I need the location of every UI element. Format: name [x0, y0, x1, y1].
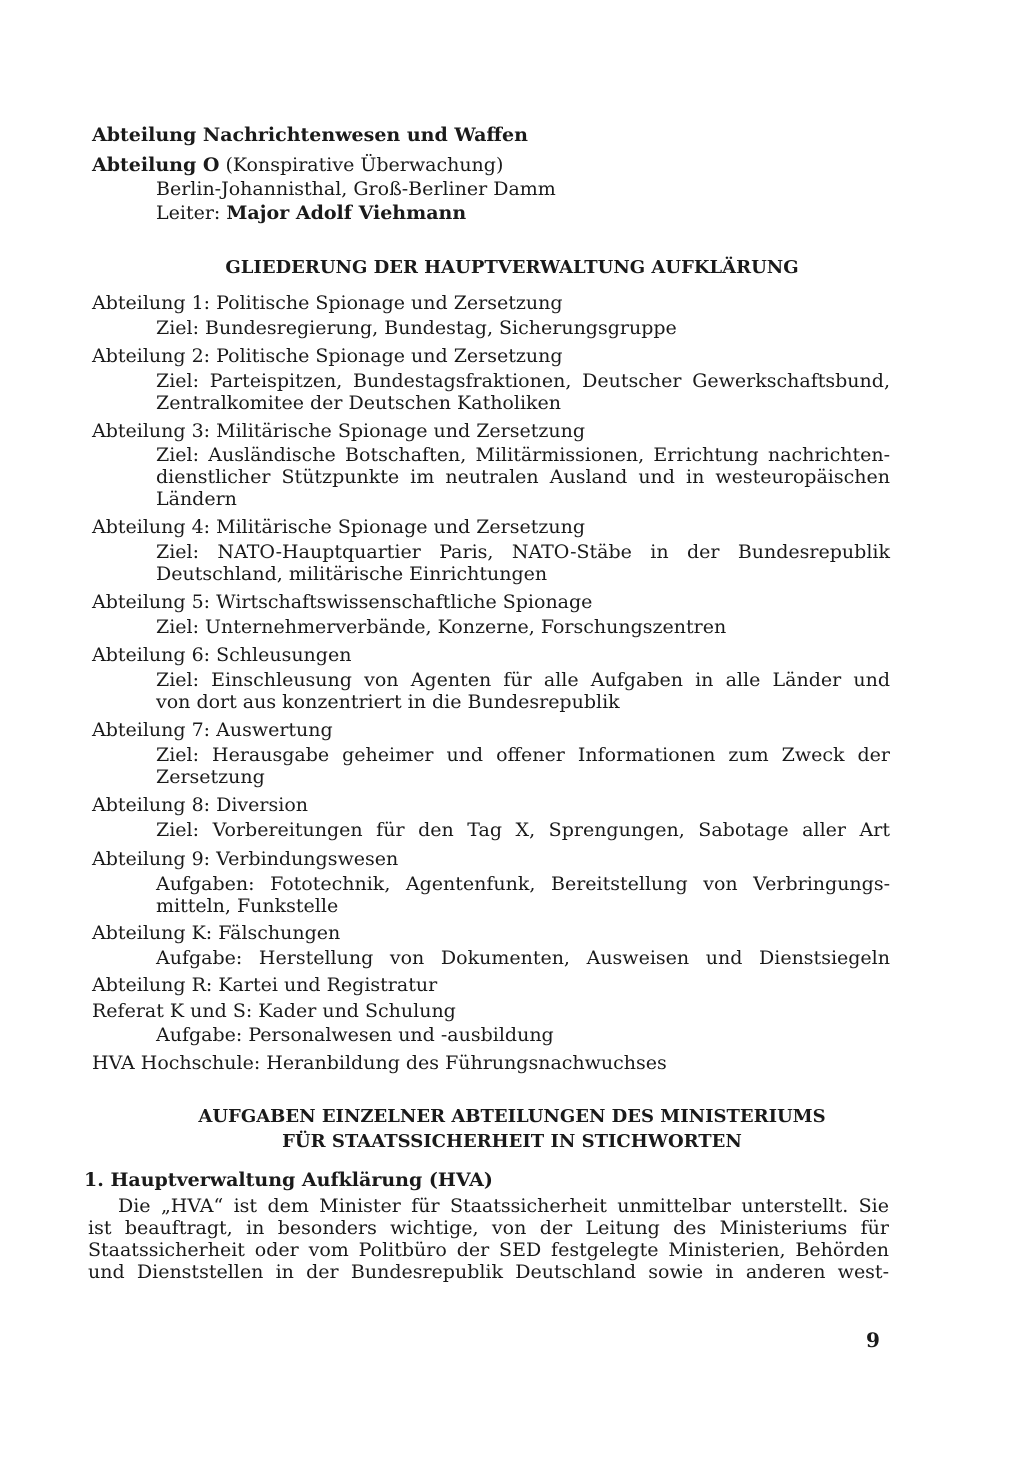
leiter-prefix: Leiter: — [156, 202, 227, 224]
abteilung-line: Abteilung 4: Militärische Spionage und Zersetzung — [92, 516, 586, 538]
line-abteilung-o — [92, 154, 503, 176]
abteilung-line: Abteilung 3: Militärische Spionage und Zersetzung — [92, 420, 586, 442]
abteilung-line: Abteilung 2: Politische Spionage und Zersetzung — [92, 345, 563, 367]
ziel-line: Ziel: Bundesregierung, Bundestag, Sicherungsgruppe — [156, 317, 677, 339]
line-leiter — [156, 202, 466, 224]
ziel-line: Ziel: NATO-Hauptquartier Paris, NATO-Stäbe in der Bundesrepublik — [156, 541, 890, 563]
abteilung-line: Abteilung 6: Schleusungen — [92, 644, 352, 666]
abteilung-line: Abteilung 1: Politische Spionage und Zersetzung — [92, 292, 563, 314]
section-title-hva: 1. Hauptverwaltung Aufklärung (HVA) — [84, 1169, 493, 1191]
paragraph-line: Die „HVA“ ist dem Minister für Staatssicherheit unmittelbar unterstellt. Sie — [118, 1195, 889, 1217]
ziel-line: Ziel: Unternehmerverbände, Konzerne, Forschungszentren — [156, 616, 727, 638]
abteilung-line: Abteilung 5: Wirtschaftswissenschaftliche Spionage — [92, 591, 593, 613]
line-address: Berlin-Johannisthal, Groß-Berliner Damm — [156, 178, 556, 200]
abteilung-line: Referat K und S: Kader und Schulung — [92, 1000, 456, 1022]
ziel-line: von dort aus konzentriert in die Bundesrepublik — [156, 691, 620, 713]
ziel-line: dienstlicher Stützpunkte im neutralen Ausland und in westeuropäischen — [156, 466, 890, 488]
abteilung-line: Abteilung 9: Verbindungswesen — [92, 848, 399, 870]
abteilung-line: HVA Hochschule: Heranbildung des Führungsnachwuchses — [92, 1052, 667, 1074]
ziel-line: mitteln, Funkstelle — [156, 895, 339, 917]
ziel-line: Ziel: Einschleusung von Agenten für alle Aufgaben in alle Länder und — [156, 669, 890, 691]
ziel-line: Aufgabe: Personalwesen und -ausbildung — [156, 1024, 554, 1046]
leiter-name: Major Adolf Viehmann — [226, 202, 467, 224]
heading-aufgaben-2: FÜR STAATSSICHERHEIT IN STICHWORTEN — [282, 1131, 742, 1152]
page-number: 9 — [866, 1328, 880, 1352]
ziel-line: Ziel: Parteispitzen, Bundestagsfraktionen, Deutscher Gewerkschaftsbund, — [156, 370, 890, 392]
ziel-line: Aufgaben: Fototechnik, Agentenfunk, Bereitstellung von Verbringungs- — [156, 873, 890, 895]
abteilung-o-desc: (Konspirative Überwachung) — [219, 154, 504, 176]
abteilung-o-label: Abteilung O — [92, 154, 220, 176]
heading-gliederung: GLIEDERUNG DER HAUPTVERWALTUNG AUFKLÄRUNG — [225, 257, 799, 278]
ziel-line: Ländern — [156, 488, 237, 510]
ziel-line: Ziel: Ausländische Botschaften, Militärmissionen, Errichtung nachrichten- — [156, 444, 890, 466]
ziel-line: Zersetzung — [156, 766, 265, 788]
abteilung-line: Abteilung R: Kartei und Registratur — [92, 974, 438, 996]
ziel-line: Aufgabe: Herstellung von Dokumenten, Ausweisen und Dienstsiegeln — [156, 947, 890, 969]
abteilung-line: Abteilung 7: Auswertung — [92, 719, 333, 741]
paragraph-line: und Dienststellen in der Bundesrepublik Deutschland sowie in anderen west- — [88, 1261, 889, 1283]
ziel-line: Ziel: Vorbereitungen für den Tag X, Sprengungen, Sabotage aller Art — [156, 819, 890, 841]
line-nachrichtenwesen: Abteilung Nachrichtenwesen und Waffen — [92, 124, 528, 146]
ziel-line: Deutschland, militärische Einrichtungen — [156, 563, 548, 585]
ziel-line: Ziel: Herausgabe geheimer und offener Informationen zum Zweck der — [156, 744, 890, 766]
paragraph-line: ist beauftragt, in besonders wichtige, von der Leitung des Ministeriums für — [88, 1217, 889, 1239]
heading-aufgaben-1: AUFGABEN EINZELNER ABTEILUNGEN DES MINISTERIUMS — [198, 1106, 826, 1127]
ziel-line: Zentralkomitee der Deutschen Katholiken — [156, 392, 562, 414]
abteilung-line: Abteilung 8: Diversion — [92, 794, 308, 816]
paragraph-line: Staatssicherheit oder vom Politbüro der SED festgelegte Ministerien, Behörden — [88, 1239, 889, 1261]
abteilung-line: Abteilung K: Fälschungen — [92, 922, 341, 944]
